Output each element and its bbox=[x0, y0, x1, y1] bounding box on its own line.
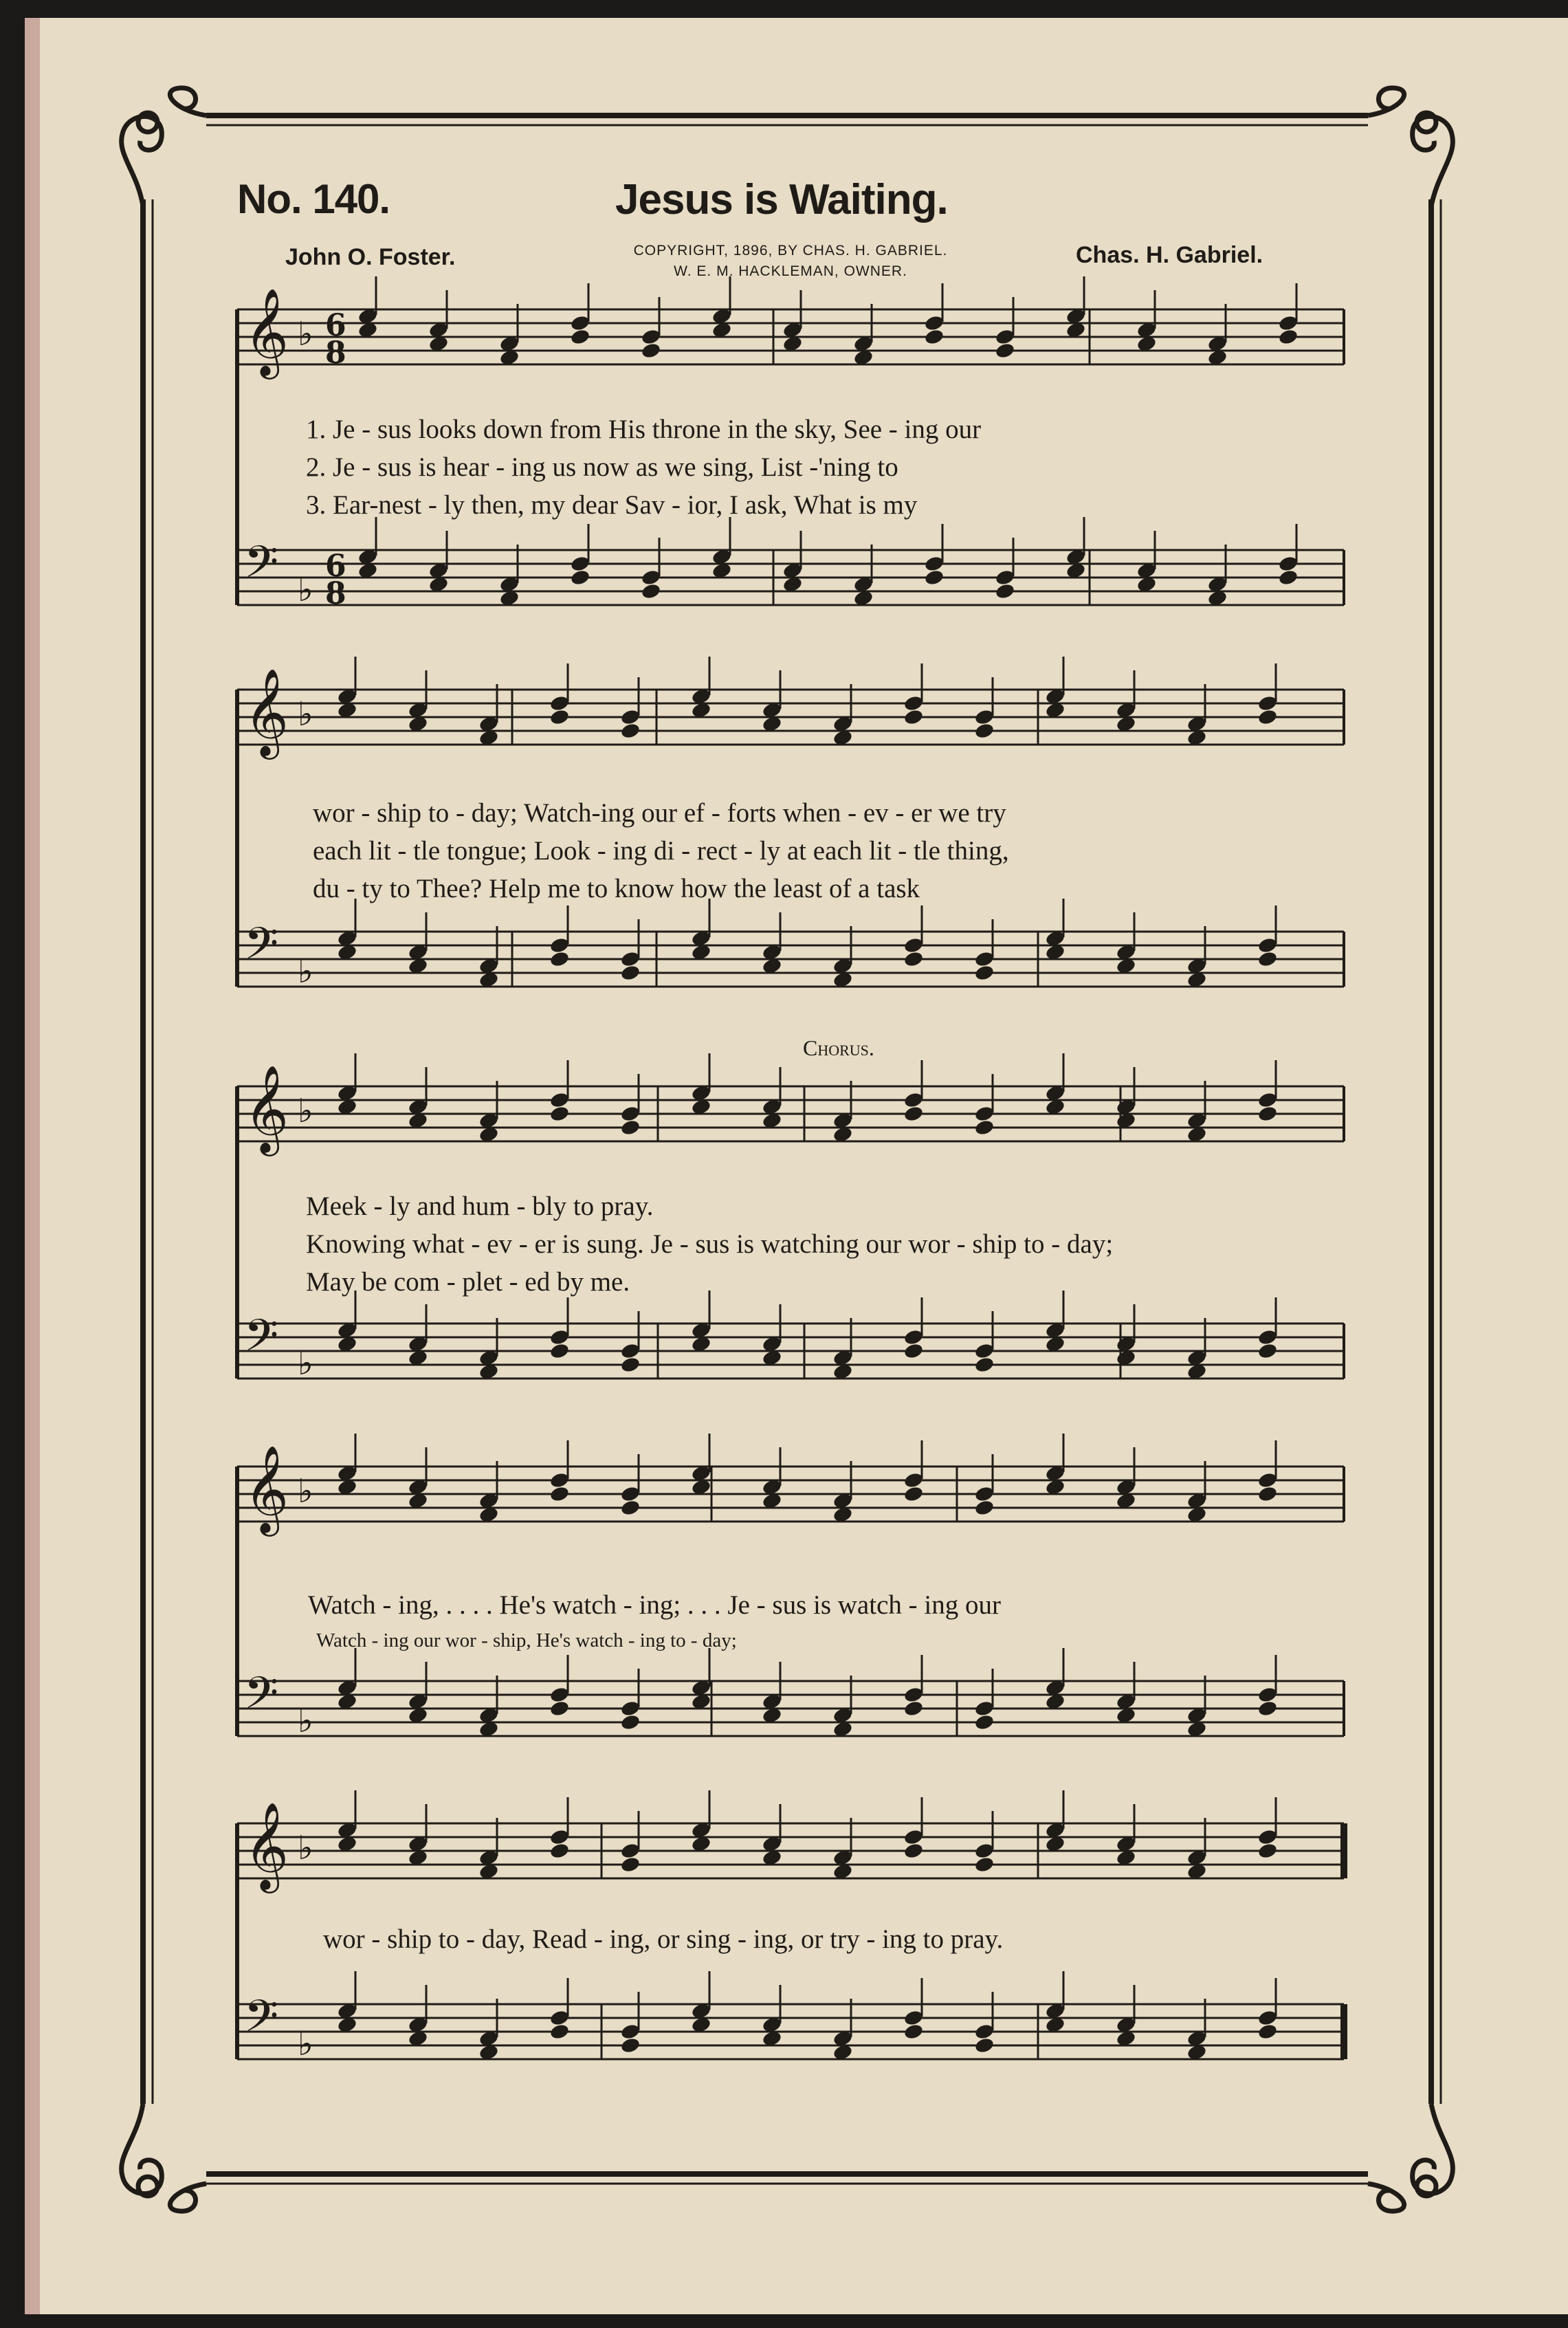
lyric-line-verse-2: each lit - tle tongue; Look - ing di - rect - ly at each lit - tle thing, bbox=[313, 836, 1009, 866]
copyright-owner-line: W. E. M. HACKLEMAN, OWNER. bbox=[674, 263, 907, 279]
treble-clef-icon: 𝄞 bbox=[244, 668, 289, 756]
bass-clef-icon: 𝄢 bbox=[244, 919, 279, 980]
flat-key-signature-icon: ♭ bbox=[298, 1472, 313, 1511]
treble-clef-icon: 𝄞 bbox=[244, 1445, 289, 1533]
lyric-line-verse-1: wor - ship to - day; Watch-ing our ef - forts when - ev - er we try bbox=[313, 798, 1006, 828]
copyright-line: COPYRIGHT, 1896, BY CHAS. H. GABRIEL. bbox=[633, 243, 948, 259]
time-signature-numerator: 6 bbox=[325, 549, 346, 584]
lyric-line-verse-1: 1. Je - sus looks down from His throne in the sky, See - ing our bbox=[306, 415, 982, 444]
flat-key-signature-icon: ♭ bbox=[298, 2025, 313, 2063]
flat-key-signature-icon: ♭ bbox=[298, 1702, 313, 1740]
treble-clef-icon: 𝄞 bbox=[244, 1064, 289, 1152]
lyricist-credit: John O. Foster. bbox=[285, 244, 456, 270]
lyric-line-chorus-bass: Watch - ing our wor - ship, He's watch - ing to - day; bbox=[316, 1629, 737, 1651]
lyric-line-verse-3: May be com - plet - ed by me. bbox=[306, 1267, 630, 1297]
bass-clef-icon: 𝄢 bbox=[244, 1668, 279, 1730]
lyric-line-verse-3: 3. Ear-nest - ly then, my dear Sav - ior, I ask, What is my bbox=[306, 490, 918, 520]
bass-clef-icon: 𝄢 bbox=[244, 1991, 279, 2053]
bass-clef-icon: 𝄢 bbox=[244, 537, 279, 599]
treble-clef-icon: 𝄞 bbox=[244, 287, 289, 375]
hymn-number: No. 140. bbox=[237, 176, 390, 222]
treble-clef-icon: 𝄞 bbox=[244, 1801, 289, 1889]
time-signature-denominator: 8 bbox=[325, 576, 346, 611]
lyric-line-verse-2-chorus: Knowing what - ev - er is sung. Je - sus is watching our wor - ship to - day; bbox=[306, 1229, 1114, 1259]
bass-clef-icon: 𝄢 bbox=[244, 1310, 279, 1372]
flat-key-signature-icon: ♭ bbox=[298, 952, 313, 991]
lyric-line-chorus-end: wor - ship to - day, Read - ing, or sing - ing, or try - ing to pray. bbox=[323, 1924, 1004, 1954]
lyric-line-verse-1: Meek - ly and hum - bly to pray. bbox=[306, 1192, 654, 1221]
lyric-line-chorus: Watch - ing, . . . . He's watch - ing; . . . Je - sus is watch - ing our bbox=[308, 1590, 1001, 1620]
lyric-line-verse-2: 2. Je - sus is hear - ing us now as we sing, List -'ning to bbox=[306, 452, 898, 482]
page-edge-binding bbox=[25, 18, 40, 2314]
hymn-title: Jesus is Waiting. bbox=[615, 176, 948, 223]
time-signature-denominator: 8 bbox=[325, 336, 346, 371]
flat-key-signature-icon: ♭ bbox=[298, 315, 313, 353]
time-signature-numerator: 6 bbox=[325, 308, 346, 343]
composer-credit: Chas. H. Gabriel. bbox=[1076, 242, 1263, 268]
hymnal-page bbox=[25, 18, 1568, 2314]
flat-key-signature-icon: ♭ bbox=[298, 1092, 313, 1130]
flat-key-signature-icon: ♭ bbox=[298, 695, 313, 734]
flat-key-signature-icon: ♭ bbox=[298, 571, 313, 609]
flat-key-signature-icon: ♭ bbox=[298, 1344, 313, 1383]
chorus-label: Chorus. bbox=[803, 1035, 874, 1060]
copyright-notice bbox=[598, 241, 983, 282]
lyric-line-verse-3: du - ty to Thee? Help me to know how the least of a task bbox=[313, 874, 920, 903]
flat-key-signature-icon: ♭ bbox=[298, 1829, 313, 1867]
